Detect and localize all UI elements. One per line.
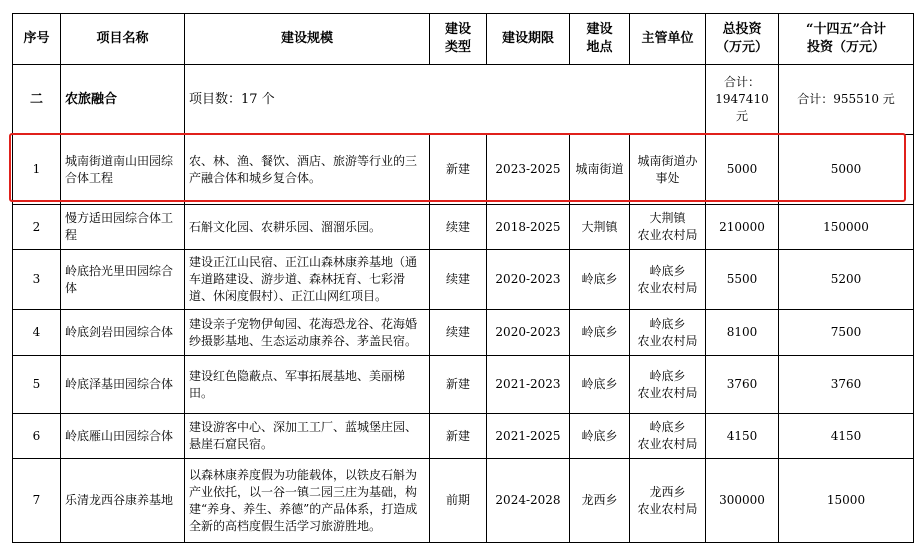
- header-scale: 建设规模: [185, 14, 430, 65]
- row-type: 续建: [430, 205, 487, 250]
- row-name: 岭底雁山田园综合体: [61, 414, 185, 459]
- row-plan: 5000: [779, 135, 914, 205]
- row-total: 3760: [706, 356, 779, 414]
- row-plan: 15000: [779, 459, 914, 543]
- row-total: 8100: [706, 310, 779, 356]
- row-location: 岭底乡: [570, 414, 630, 459]
- section-total: 合计： 1947410 元: [706, 65, 779, 135]
- table-row: [13, 310, 914, 356]
- row-type: 新建: [430, 414, 487, 459]
- row-plan: 150000: [779, 205, 914, 250]
- row-period: 2020-2023: [487, 310, 570, 356]
- row-total: 5000: [706, 135, 779, 205]
- row-scale: 建设正江山民宿、正江山森林康养基地（通车道路建设、游步道、森林抚育、七彩滑道、休闲度假村）、正江山网红项目。: [185, 250, 430, 310]
- row-seq: 2: [13, 205, 61, 250]
- row-name: 岭底剑岩田园综合体: [61, 310, 185, 356]
- row-scale: 农、林、渔、餐饮、酒店、旅游等行业的三产融合体和城乡复合体。: [185, 135, 430, 205]
- header-type: 建设 类型: [430, 14, 487, 65]
- row-dept: 岭底乡 农业农村局: [630, 310, 706, 356]
- table-row: [13, 459, 914, 543]
- row-location: 岭底乡: [570, 310, 630, 356]
- row-period: 2023-2025: [487, 135, 570, 205]
- row-seq: 7: [13, 459, 61, 543]
- row-name: 岭底拾光里田园综合体: [61, 250, 185, 310]
- row-dept: 城南街道办事处: [630, 135, 706, 205]
- row-dept: 大荆镇 农业农村局: [630, 205, 706, 250]
- header-row: [13, 14, 914, 65]
- table-row: [13, 250, 914, 310]
- row-total: 210000: [706, 205, 779, 250]
- header-name: 项目名称: [61, 14, 185, 65]
- row-dept: 龙西乡 农业农村局: [630, 459, 706, 543]
- row-seq: 4: [13, 310, 61, 356]
- row-dept: 岭底乡 农业农村局: [630, 250, 706, 310]
- row-location: 岭底乡: [570, 356, 630, 414]
- row-location: 岭底乡: [570, 250, 630, 310]
- header-total: 总投资 （万元）: [706, 14, 779, 65]
- row-scale: 建设红色隐蔽点、军事拓展基地、美丽梯田。: [185, 356, 430, 414]
- row-scale: 石斛文化园、农耕乐园、溜溜乐园。: [185, 205, 430, 250]
- row-seq: 1: [13, 135, 61, 205]
- header-location: 建设 地点: [570, 14, 630, 65]
- row-period: 2021-2023: [487, 356, 570, 414]
- row-total: 5500: [706, 250, 779, 310]
- row-plan: 7500: [779, 310, 914, 356]
- row-period: 2024-2028: [487, 459, 570, 543]
- row-total: 4150: [706, 414, 779, 459]
- table-row: [13, 414, 914, 459]
- row-scale: 建设亲子宠物伊甸园、花海恐龙谷、花海婚纱摄影基地、生态运动康养谷、茅盖民宿。: [185, 310, 430, 356]
- row-dept: 岭底乡 农业农村局: [630, 356, 706, 414]
- header-dept: 主管单位: [630, 14, 706, 65]
- section-name: 农旅融合: [61, 65, 185, 135]
- row-type: 续建: [430, 250, 487, 310]
- section-seq: 二: [13, 65, 61, 135]
- row-dept: 岭底乡 农业农村局: [630, 414, 706, 459]
- table-row: [13, 205, 914, 250]
- table-row: [13, 356, 914, 414]
- row-name: 慢方适田园综合体工程: [61, 205, 185, 250]
- row-type: 新建: [430, 356, 487, 414]
- row-location: 大荆镇: [570, 205, 630, 250]
- header-seq: 序号: [13, 14, 61, 65]
- header-period: 建设期限: [487, 14, 570, 65]
- section-plan: 合计：955510 元: [779, 65, 914, 135]
- row-name: 岭底泽基田园综合体: [61, 356, 185, 414]
- row-type: 续建: [430, 310, 487, 356]
- row-total: 300000: [706, 459, 779, 543]
- row-scale: 以森林康养度假为功能载体，以铁皮石斛为产业依托，以一谷一镇二园三庄为基础，构建“养身、养生、养德”的产品体系，打造成全新的高档度假生活学习旅游胜地。: [185, 459, 430, 543]
- row-period: 2018-2025: [487, 205, 570, 250]
- row-name: 城南街道南山田园综合体工程: [61, 135, 185, 205]
- row-seq: 3: [13, 250, 61, 310]
- row-plan: 3760: [779, 356, 914, 414]
- row-period: 2021-2025: [487, 414, 570, 459]
- section-row: [13, 65, 914, 135]
- row-seq: 6: [13, 414, 61, 459]
- project-table: [12, 13, 914, 543]
- row-period: 2020-2023: [487, 250, 570, 310]
- header-plan: “十四五”合计 投资（万元）: [779, 14, 914, 65]
- row-scale: 建设游客中心、深加工工厂、蓝城堡庄园、悬崖石窟民宿。: [185, 414, 430, 459]
- table-row: [13, 135, 914, 205]
- row-location: 城南街道: [570, 135, 630, 205]
- row-seq: 5: [13, 356, 61, 414]
- row-plan: 5200: [779, 250, 914, 310]
- row-name: 乐清龙西谷康养基地: [61, 459, 185, 543]
- row-type: 前期: [430, 459, 487, 543]
- row-type: 新建: [430, 135, 487, 205]
- row-plan: 4150: [779, 414, 914, 459]
- section-count: 项目数：17 个: [185, 65, 706, 135]
- row-location: 龙西乡: [570, 459, 630, 543]
